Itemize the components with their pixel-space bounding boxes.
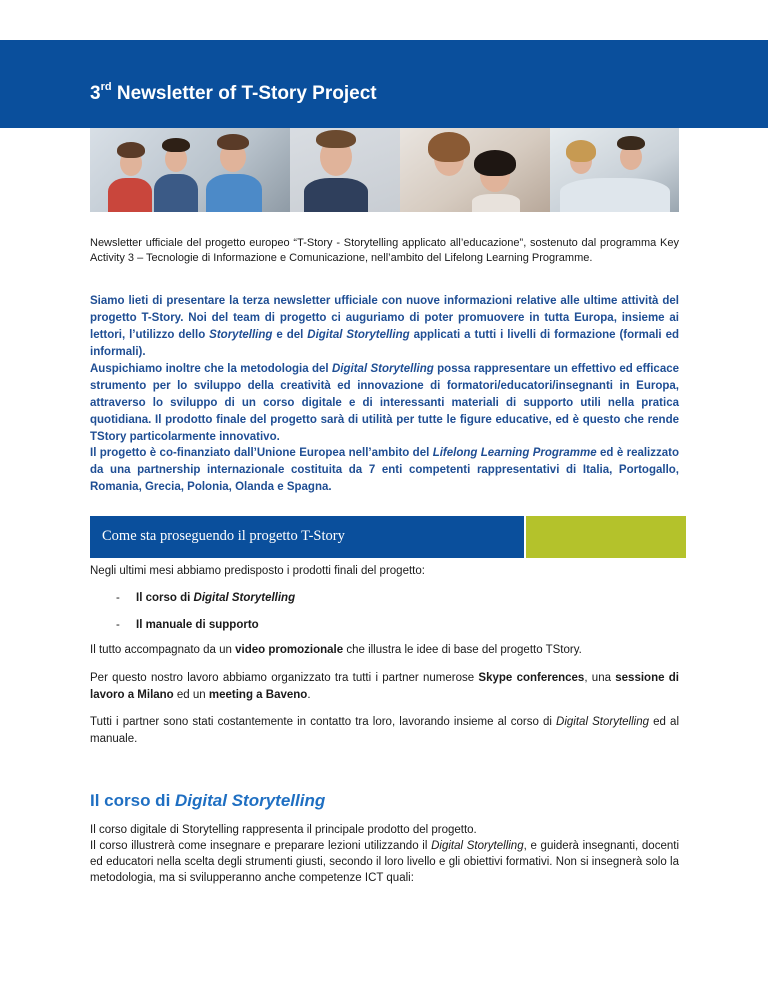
list-bullet: -: [116, 592, 120, 604]
students-photo-1: [90, 128, 290, 212]
paragraph-products: Negli ultimi mesi abbiamo predisposto i prodotti finali del progetto:: [90, 565, 425, 577]
list-item-text: Il corso di Digital Storytelling: [136, 592, 296, 604]
paragraph-meetings: Per questo nostro lavoro abbiamo organizzato tra tutti i partner numerose Skype conferences, una sessione di lavoro a Milano ed un meeting a Baveno.: [90, 672, 679, 701]
header-banner: [0, 40, 768, 128]
section-heading-course: Il corso di Digital Storytelling: [90, 791, 326, 810]
section-title: Come sta proseguendo il progetto T-Story: [102, 528, 345, 544]
list-bullet: -: [116, 619, 120, 631]
intro-paragraph: Newsletter ufficiale del progetto europeo “T-Story - Storytelling applicato all’educazione”, sostenuto dal programma Key Activity 3 – Tecnologie di Informazione e Comunicazione, nell’ambito del Lifelong Learning Programme.: [90, 237, 679, 264]
paragraph-video: Il tutto accompagnato da un video promozionale che illustra le idee di base del progetto TStory.: [90, 644, 582, 656]
funding-paragraph: Il progetto è co-finanziato dall’Unione Europea nell’ambito del Lifelong Learning Programme ed è realizzato da una partnership internazionale costituita da 7 enti competenti rappresentativi di Italia, Portogallo, Romania, Grecia, Polonia, Olanda e Spagna.: [90, 447, 680, 493]
paragraph-partners: Tutti i partner sono stati costantemente in contatto tra loro, lavorando insieme al corso di Digital Storytelling ed al manuale.: [90, 716, 680, 745]
newsletter-title: 3rd Newsletter of T-Story Project: [90, 81, 377, 104]
section-header-accent: [526, 516, 686, 558]
section-header-progress: [90, 516, 524, 558]
students-photo-2: [290, 128, 400, 212]
paragraph-course: Il corso digitale di Storytelling rappresenta il principale prodotto del progetto. Il corso illustrerà come insegnare e preparare lezioni utilizzando il Digital Storytelling, e guiderà insegnanti, docenti ed educatori nella scelta degli strumenti giusti, secondo il loro livello e gli obiettivi formativi. Non si insegnerà solo la metodologia, ma si svilupperanno anche competenze ICT quali:: [90, 824, 679, 884]
list-item-text: Il manuale di supporto: [136, 619, 259, 631]
students-photo-4: [550, 128, 679, 212]
students-photo-3: [400, 128, 550, 212]
lead-paragraph: Siamo lieti di presentare la terza newsletter ufficiale con nuove informazioni relative alle ultime attività del progetto T-Story. Noi del team di progetto ci auguriamo di poter promuovere in tutta Europa, insieme ai lettori, l’utilizzo dello Storytelling e del Digital Storytelling applicati a tutti i livelli di formazione (formali ed informali). Auspichiamo inoltre che la metodologia del Digital Storytelling possa rappresentare un effettivo ed efficace strumento per lo sviluppo della creatività ed innovazione di formatori/educatori/insegnanti in Europa, attraverso lo sviluppo di un corso digitale e di interessanti materiali di supporto utili nella pratica quotidiana. Il prodotto finale del progetto sarà di utilità per tutte le figure educative, ed è questo che rende TStory particolarmente innovativo.: [90, 295, 680, 443]
header-photo-collage: [90, 128, 679, 212]
